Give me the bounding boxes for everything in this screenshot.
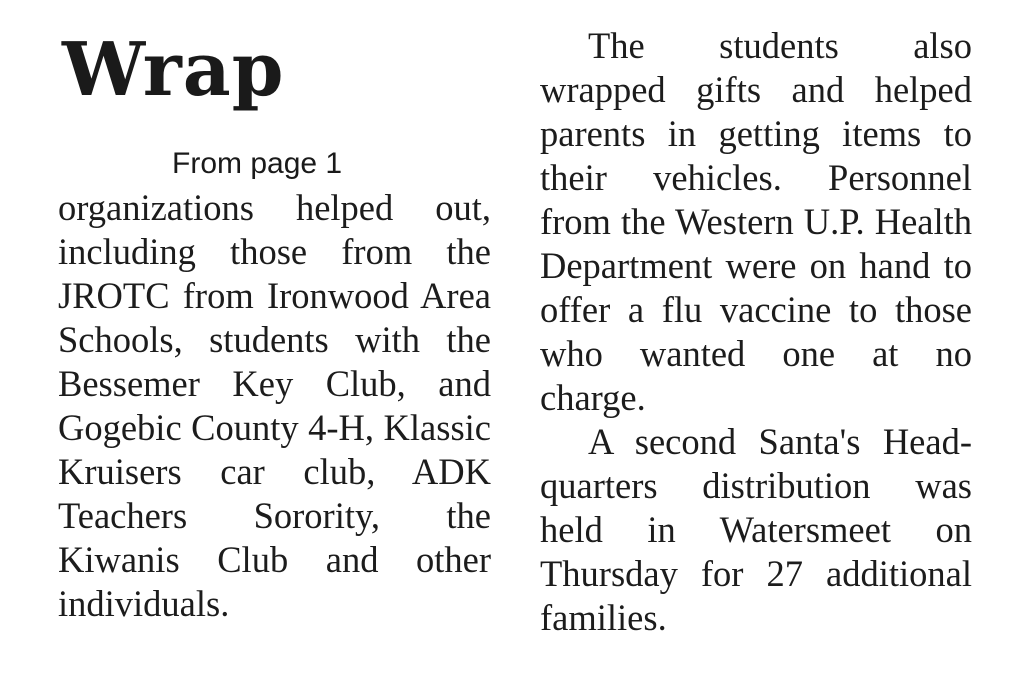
right-column xyxy=(540,24,972,640)
jump-line: From page 1 xyxy=(172,147,343,180)
headline: Wrap xyxy=(62,27,285,113)
body-paragraph-students: The students also wrapped gifts and helped parents in getting items to their vehicles. Personnel from the Western U.P. Health Department were on hand to offer a flu vaccine to those who wanted one at no charge. xyxy=(540,25,972,418)
body-paragraph-watersmeet: A second Santa's Headquarters distribution was held in Watersmeet on Thursday for 27 additional families. xyxy=(540,421,972,638)
body-paragraph-continued: organizations helped out, including those from the JROTC from Ironwood Area Schools, students with the Bessemer Key Club, and Gogebic County 4-H, Klassic Kruisers car club, ADK Teachers Sorority, the Kiwanis Club and other individuals. xyxy=(58,187,491,624)
left-column xyxy=(58,24,491,626)
